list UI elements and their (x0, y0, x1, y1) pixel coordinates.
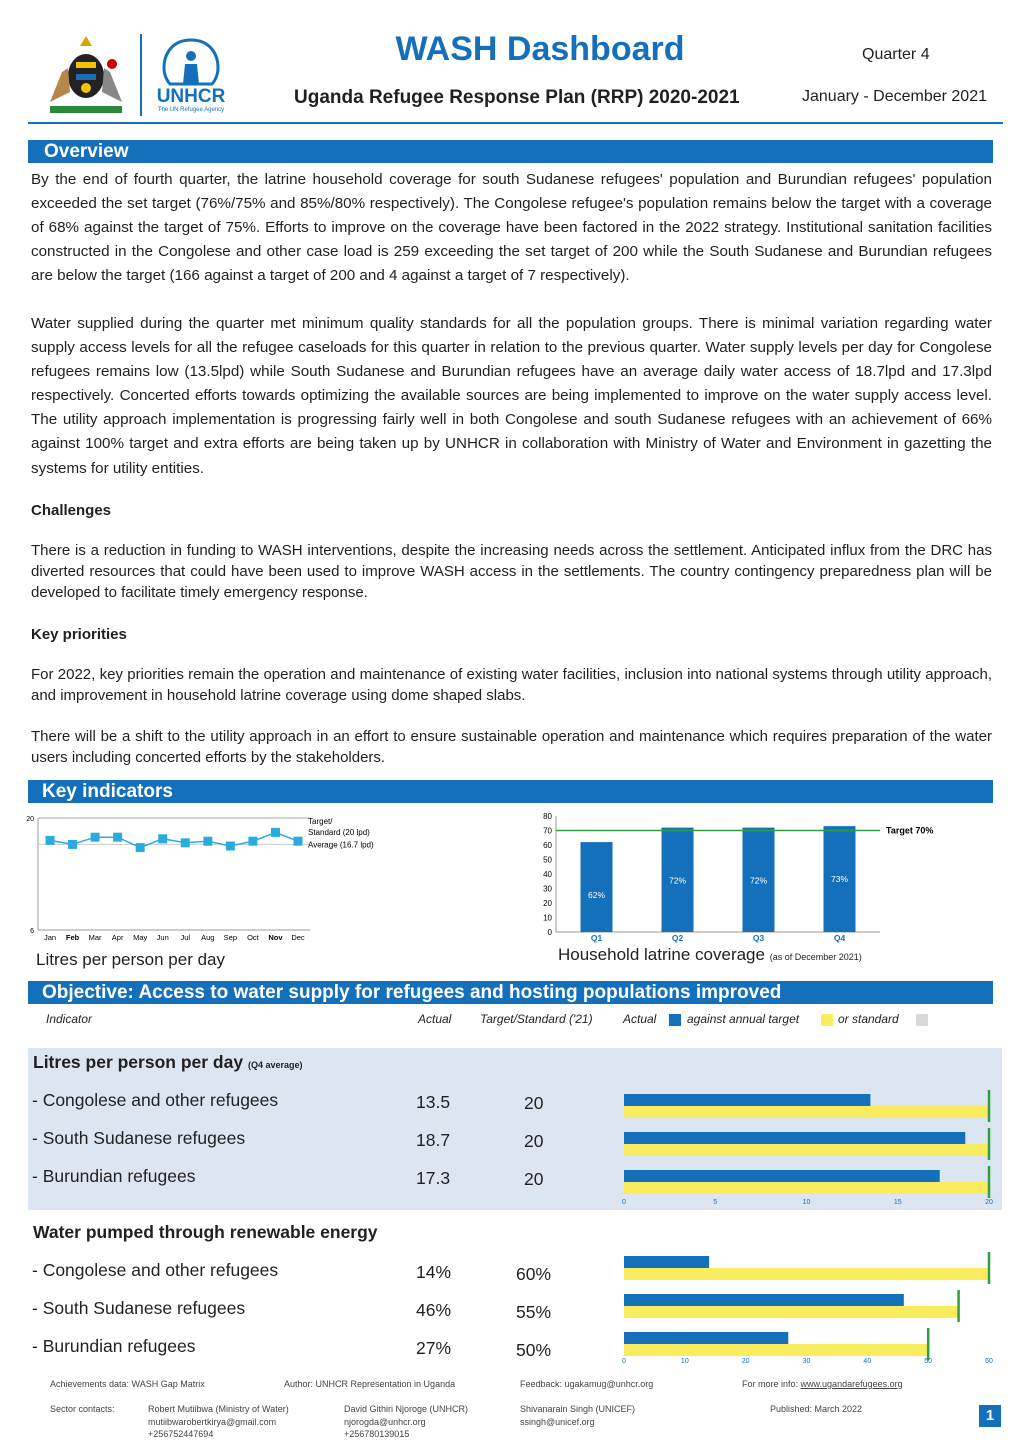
contact-1-phone: +256752447694 (148, 1429, 214, 1439)
data-point (248, 837, 257, 846)
target-bar (624, 1182, 989, 1194)
bar-data-label: 62% (587, 890, 606, 901)
x-tick-label: 50 (924, 1358, 933, 1365)
contact-3-name: Shivanarain Singh (UNICEF) (520, 1404, 636, 1414)
g1-row-label: - Congolese and other refugees (32, 1090, 279, 1110)
target-bar (624, 1268, 989, 1280)
x-tick-label: Nov (268, 933, 283, 942)
priorities-text-1: For 2022, key priorities remain the operation and maintenance of existing water facilities, inclusion into national systems through utility approach, and improvement in household latrine coverage using dome shaped slabs. (31, 666, 992, 704)
col-indicator: Indicator (46, 1012, 93, 1026)
objective-heading-text: Objective: Access to water supply for refugees and hosting populations improved (42, 982, 782, 1003)
target-bar (624, 1106, 989, 1118)
x-tick-label: Q3 (752, 933, 765, 943)
g1-row-target: 20 (524, 1169, 544, 1189)
data-point (91, 833, 100, 842)
y-tick-label: 0 (547, 928, 552, 937)
y-tick-label: 6 (30, 928, 34, 935)
more-info-label: For more info: (742, 1379, 799, 1389)
actual-bar (624, 1256, 709, 1268)
x-tick-label: 20 (741, 1358, 750, 1365)
y-tick-label: 20 (543, 899, 552, 908)
x-tick-label: Mar (88, 933, 102, 942)
y-tick-label: 60 (543, 841, 552, 850)
g1-row-label: - Burundian refugees (32, 1166, 196, 1186)
target-annotation: Target/ (308, 817, 333, 826)
data-point (203, 837, 212, 846)
col-actual: Actual (418, 1012, 452, 1026)
renewable-hbar-chart (600, 1252, 1010, 1368)
period-label: January - December 2021 (802, 88, 987, 105)
actual-bar (624, 1332, 788, 1344)
x-tick-label: Dec (291, 933, 305, 942)
footer-sector-contacts: Sector contacts: (50, 1404, 115, 1414)
g1-row-label: - South Sudanese refugees (32, 1128, 246, 1148)
x-tick-label: 30 (802, 1358, 811, 1365)
contact-1-name: Robert Mutiibwa (Ministry of Water) (148, 1404, 289, 1414)
data-point (158, 834, 167, 843)
latrine-bar (581, 842, 613, 932)
y-tick-label: 80 (543, 812, 552, 821)
x-tick-label: 40 (863, 1358, 872, 1365)
y-tick-label: 30 (543, 884, 552, 894)
data-point (136, 843, 145, 852)
y-tick-label: 40 (543, 870, 552, 879)
x-tick-label: Aug (201, 933, 215, 942)
objective-heading (28, 981, 993, 1004)
unhcr-logo-text: UNHCR (156, 86, 226, 107)
priorities-text-2: There will be a shift to the utility approach in an effort to ensure sustainable operation and maintenance which requires preparation of the water users including concerted efforts by the stakeholders. (31, 728, 992, 766)
data-point (68, 840, 77, 849)
data-point (113, 833, 122, 842)
contact-1-email[interactable]: mutiibwarobertkirya@gmail.com (148, 1416, 277, 1427)
overview-paragraph-1: By the end of fourth quarter, the latrine household coverage for south Sudanese refugees' population and Burundian refugees' population exceeded the set target (76%/75% and 85%/80% respectively). The Congolese refugee's population remains below the target with a coverage of 68% against the target of 75%. Efforts to improve on the coverage have been factored in the 2022 strategy. Institutional sanitation facilities constructed in the Congolese and other case load is 259 exceeding the set target of 200 while the South Sudanese and Burundian refugees are below the target (166 against a target of 200 and 4 against a target of 7 respectively). (31, 171, 992, 285)
footer-feedback: Feedback: ugakamug@unhcr.org (520, 1379, 654, 1389)
legend-standard: or standard (838, 1012, 899, 1026)
challenges-heading: Challenges (31, 502, 112, 519)
group1-title-text: Litres per person per day (33, 1052, 244, 1072)
data-point (271, 828, 280, 837)
g1-row-target: 20 (524, 1131, 544, 1151)
g2-row-actual: 14% (416, 1262, 452, 1282)
g2-row-label: - South Sudanese refugees (32, 1298, 246, 1318)
average-annotation: Average (16.7 lpd) (308, 840, 374, 850)
y-tick-label: 10 (543, 913, 552, 923)
x-tick-label: Q2 (671, 933, 684, 943)
contact-2-email[interactable]: njorogda@unhcr.org (344, 1416, 426, 1427)
data-point (46, 836, 55, 845)
x-tick-label: 60 (985, 1358, 993, 1365)
priorities-heading: Key priorities (31, 626, 127, 643)
actual-bar (624, 1294, 904, 1306)
latrine-bar-chart (530, 808, 960, 948)
x-tick-label: 10 (680, 1358, 689, 1365)
g2-row-target: 50% (516, 1340, 552, 1360)
g2-row-target: 55% (516, 1302, 552, 1322)
header-rule (28, 122, 1003, 124)
y-tick-label: 20 (26, 816, 34, 823)
group2-title: Water pumped through renewable energy (33, 1222, 378, 1242)
overview-paragraph-2: Water supplied during the quarter met minimum quality standards for all the population groups. There is minimal variation regarding water supply access levels for all the refugee caseloads for this quarter in relation to the previous quarter. Water supply levels per day for Congolese refugees remains low (13.5lpd) while South Sudanese and Burundian refugees have an average daily water access of 18.7lpd and 17.3lpd respectively. Concerted efforts towards optimizing the available sources are being implemented to improve on the water supply access level. The utility approach implementation is progressing fairly well in both Congolese and south Sudanese refugees with an achievement of 66% against 100% target and extra efforts are being taken up by UNHCR in collaboration with Ministry of Water and Environment in gazetting the systems for utility entities. (31, 315, 992, 477)
x-tick-label: Q4 (833, 933, 846, 943)
x-tick-label: 0 (622, 1358, 626, 1365)
g1-row-actual: 13.5 (416, 1092, 451, 1112)
line-chart-caption: Litres per person per day (36, 950, 225, 969)
x-tick-label: Q1 (590, 933, 603, 943)
g1-row-target: 20 (524, 1093, 544, 1113)
key-indicators-heading-text: Key indicators (42, 781, 173, 802)
target-bar (624, 1344, 928, 1356)
x-tick-label: Oct (247, 933, 259, 942)
bar-chart-caption (558, 945, 862, 965)
actual-bar (624, 1170, 940, 1182)
contact-2 (344, 1403, 468, 1441)
x-tick-label: May (133, 933, 148, 942)
y-tick-label: 70 (543, 826, 552, 836)
y-tick-label: 50 (543, 855, 552, 865)
unhcr-logo-tagline: The UN Refugee Agency (157, 107, 225, 113)
g2-row-label: - Congolese and other refugees (32, 1260, 279, 1280)
group1-title (33, 1052, 302, 1073)
target-bar (624, 1144, 989, 1156)
actual-bar (624, 1094, 870, 1106)
contact-3 (520, 1403, 635, 1428)
page-title: WASH Dashboard (395, 30, 685, 68)
overview-heading (28, 140, 993, 163)
bar-data-label: 72% (749, 875, 768, 886)
legend-standard-swatch (916, 1014, 928, 1026)
bar-data-label: 72% (668, 875, 687, 886)
contact-2-name: David Githiri Njoroge (UNHCR) (344, 1404, 469, 1414)
legend-target-swatch (821, 1014, 833, 1026)
footer-more-info (742, 1378, 903, 1391)
x-tick-label: Sep (223, 933, 238, 942)
x-tick-label: 20 (985, 1199, 993, 1206)
objective-column-headers (46, 1012, 986, 1030)
quarter-label: Quarter 4 (862, 46, 930, 63)
x-tick-label: 10 (802, 1199, 811, 1206)
x-tick-label: Apr (111, 933, 124, 942)
bar-chart-caption-note: (as of December 2021) (769, 952, 862, 962)
actual-bar (624, 1132, 965, 1144)
legend-actual: Actual (623, 1012, 657, 1026)
x-tick-label: Feb (65, 933, 80, 942)
data-point (226, 842, 235, 851)
group1-note: (Q4 average) (247, 1060, 303, 1070)
page-subtitle: Uganda Refugee Response Plan (RRP) 2020-2021 (294, 87, 740, 108)
footer-published: Published: March 2022 (770, 1404, 863, 1414)
contact-3-email[interactable]: ssingh@unicef.org (520, 1416, 595, 1427)
data-point (294, 837, 303, 846)
more-info-link[interactable]: www.ugandarefugees.org (800, 1379, 903, 1389)
data-point (181, 838, 190, 847)
overview-heading-text: Overview (44, 141, 129, 162)
bar-data-label: 73% (830, 874, 849, 885)
x-tick-label: 15 (893, 1199, 902, 1206)
g2-row-actual: 27% (416, 1338, 452, 1358)
footer-author: Author: UNHCR Representation in Uganda (284, 1379, 456, 1389)
challenges-text: There is a reduction in funding to WASH interventions, despite the increasing needs across the settlement. Anticipated influx from the DRC has diverted resources that could have been used to improve WASH access in the settlements. The country contingency preparedness plan will be developed to facilitate timely emergency response. (31, 542, 992, 601)
x-tick-label: Jun (156, 933, 169, 942)
col-target: Target/Standard ('21) (480, 1012, 593, 1026)
contact-1 (148, 1403, 289, 1441)
g2-row-actual: 46% (416, 1300, 452, 1320)
footer-achievements: Achievements data: WASH Gap Matrix (50, 1379, 205, 1389)
legend-target: against annual target (687, 1012, 800, 1026)
g2-row-target: 60% (516, 1264, 552, 1284)
uganda-coat-of-arms (40, 32, 132, 116)
bar-chart-caption-text: Household latrine coverage (558, 945, 765, 964)
litres-line-chart (20, 808, 410, 948)
key-indicators-heading (28, 780, 993, 803)
x-tick-label: Jul (180, 933, 191, 942)
logo-divider (140, 34, 142, 116)
contact-2-phone: +256780139015 (344, 1429, 410, 1439)
g1-row-actual: 17.3 (416, 1168, 451, 1188)
g2-row-label: - Burundian refugees (32, 1336, 196, 1356)
series-line (50, 832, 298, 847)
target-label: Target 70% (886, 825, 934, 836)
page-number: 1 (979, 1405, 1001, 1427)
x-tick-label: 0 (622, 1199, 626, 1206)
unhcr-logo (150, 34, 232, 116)
x-tick-label: Jan (43, 933, 57, 942)
litres-hbar-chart (600, 1086, 1010, 1210)
legend-actual-swatch (669, 1014, 681, 1026)
target-bar (624, 1306, 959, 1318)
g1-row-actual: 18.7 (416, 1130, 451, 1150)
x-tick-label: 5 (713, 1199, 718, 1206)
target-annotation: Standard (20 lpd) (308, 828, 370, 837)
